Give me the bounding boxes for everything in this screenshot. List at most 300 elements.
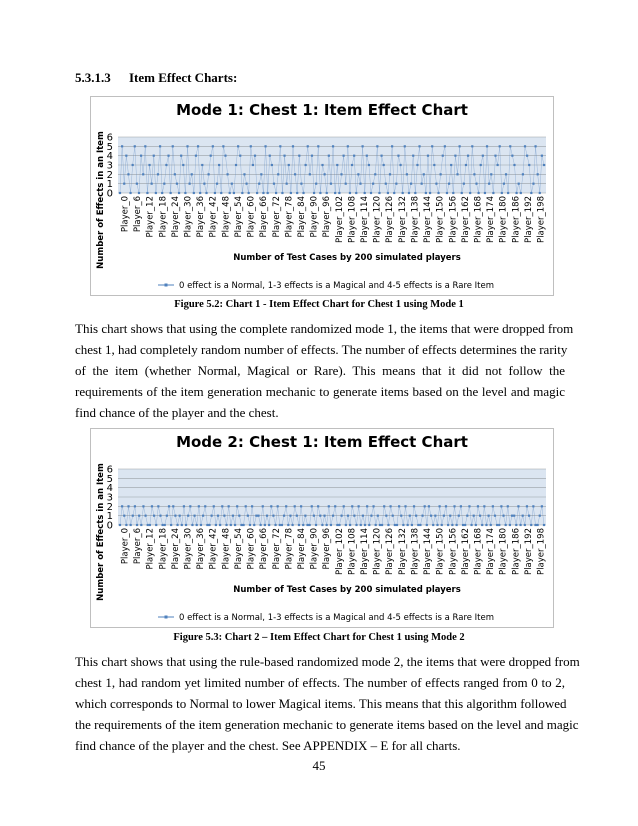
data-point bbox=[340, 515, 342, 517]
data-point bbox=[168, 505, 170, 507]
data-point bbox=[505, 524, 507, 526]
data-point bbox=[260, 524, 262, 526]
data-point bbox=[501, 192, 503, 194]
data-point bbox=[427, 155, 429, 157]
x-tick-label: Player_198 bbox=[536, 196, 547, 243]
data-point bbox=[517, 505, 519, 507]
x-tick-label: Player_12 bbox=[145, 528, 156, 570]
data-point bbox=[475, 183, 477, 185]
data-point bbox=[153, 515, 155, 517]
x-tick-label: Player_72 bbox=[271, 528, 282, 570]
data-point bbox=[321, 164, 323, 166]
data-point bbox=[285, 505, 287, 507]
data-point bbox=[532, 183, 534, 185]
data-point bbox=[387, 192, 389, 194]
data-point bbox=[219, 524, 221, 526]
data-point bbox=[511, 515, 513, 517]
data-point bbox=[250, 145, 252, 147]
data-point bbox=[319, 515, 321, 517]
x-tick-label: Player_12 bbox=[145, 196, 156, 238]
data-point bbox=[494, 155, 496, 157]
x-tick-label: Player_168 bbox=[473, 196, 484, 243]
data-point bbox=[127, 173, 129, 175]
data-point bbox=[330, 183, 332, 185]
data-point bbox=[372, 183, 374, 185]
data-point bbox=[307, 145, 309, 147]
data-point bbox=[157, 505, 159, 507]
data-point bbox=[328, 505, 330, 507]
data-point bbox=[274, 524, 276, 526]
data-point bbox=[402, 524, 404, 526]
x-tick-label: Player_24 bbox=[170, 196, 181, 238]
data-point bbox=[208, 524, 210, 526]
y-tick-label: 4 bbox=[106, 151, 113, 163]
data-point bbox=[211, 515, 213, 517]
data-point bbox=[450, 164, 452, 166]
data-point bbox=[140, 155, 142, 157]
data-point bbox=[446, 192, 448, 194]
data-point bbox=[123, 183, 125, 185]
data-point bbox=[305, 164, 307, 166]
data-point bbox=[283, 515, 285, 517]
data-point bbox=[300, 505, 302, 507]
data-point bbox=[155, 524, 157, 526]
x-tick-label: Player_174 bbox=[486, 528, 497, 575]
data-point bbox=[242, 524, 244, 526]
data-point bbox=[543, 164, 545, 166]
data-point bbox=[189, 505, 191, 507]
data-point bbox=[142, 173, 144, 175]
data-point bbox=[210, 155, 212, 157]
data-point bbox=[488, 183, 490, 185]
data-point bbox=[264, 145, 266, 147]
x-tick-label: Player_150 bbox=[435, 528, 446, 575]
data-point bbox=[326, 192, 328, 194]
data-point bbox=[370, 192, 372, 194]
chart-title: Mode 2: Chest 1: Item Effect Chart bbox=[176, 433, 468, 451]
paragraph-line: which corresponds to Normal to lower Magical items. This means that this algorithm followed bbox=[75, 696, 567, 711]
x-tick-label: Player_36 bbox=[196, 196, 207, 238]
data-point bbox=[396, 524, 398, 526]
data-point bbox=[136, 524, 138, 526]
data-point bbox=[349, 524, 351, 526]
chart-plot-mode1 bbox=[91, 97, 553, 295]
data-point bbox=[288, 164, 290, 166]
data-point bbox=[351, 505, 353, 507]
data-point bbox=[330, 524, 332, 526]
data-point bbox=[212, 145, 214, 147]
data-point bbox=[296, 192, 298, 194]
x-tick-label: Player_132 bbox=[397, 196, 408, 243]
x-tick-label: Player_174 bbox=[486, 196, 497, 243]
data-point bbox=[541, 155, 543, 157]
data-point bbox=[332, 145, 334, 147]
data-point bbox=[138, 515, 140, 517]
data-point bbox=[253, 524, 255, 526]
x-tick-label: Player_30 bbox=[183, 196, 194, 238]
data-point bbox=[395, 183, 397, 185]
data-point bbox=[343, 505, 345, 507]
x-tick-label: Player_108 bbox=[347, 196, 358, 243]
data-point bbox=[513, 515, 515, 517]
x-axis-label: Number of Test Cases by 200 simulated players bbox=[233, 253, 461, 263]
paragraph-line: find chance of the player and the chest. bbox=[75, 405, 279, 420]
data-point bbox=[224, 155, 226, 157]
data-point bbox=[311, 155, 313, 157]
x-tick-label: Player_42 bbox=[208, 196, 219, 238]
data-point bbox=[267, 192, 269, 194]
y-tick-label: 3 bbox=[106, 492, 113, 504]
data-point bbox=[419, 524, 421, 526]
data-point bbox=[216, 183, 218, 185]
data-point bbox=[454, 155, 456, 157]
data-point bbox=[205, 192, 207, 194]
data-point bbox=[235, 164, 237, 166]
data-point bbox=[300, 183, 302, 185]
data-point bbox=[507, 505, 509, 507]
data-point bbox=[193, 515, 195, 517]
x-tick-label: Player_120 bbox=[372, 528, 383, 575]
data-point bbox=[498, 524, 500, 526]
paragraph-line: This chart shows that using the rule-based randomized mode 2, the items that were dropped from bbox=[75, 654, 580, 669]
chart-plot-mode2 bbox=[91, 429, 553, 627]
data-point bbox=[485, 524, 487, 526]
data-point bbox=[336, 524, 338, 526]
data-point bbox=[324, 173, 326, 175]
data-point bbox=[239, 155, 241, 157]
data-point bbox=[132, 515, 134, 517]
data-point bbox=[147, 524, 149, 526]
data-point bbox=[309, 524, 311, 526]
data-point bbox=[522, 173, 524, 175]
data-point bbox=[520, 192, 522, 194]
x-tick-label: Player_108 bbox=[347, 528, 358, 575]
data-point bbox=[161, 192, 163, 194]
data-point bbox=[475, 524, 477, 526]
x-tick-label: Player_132 bbox=[397, 528, 408, 575]
data-point bbox=[530, 524, 532, 526]
data-point bbox=[441, 524, 443, 526]
data-point bbox=[165, 164, 167, 166]
data-point bbox=[294, 505, 296, 507]
data-point bbox=[423, 173, 425, 175]
y-tick-label: 4 bbox=[106, 483, 113, 495]
data-point bbox=[425, 192, 427, 194]
data-point bbox=[236, 505, 238, 507]
data-point bbox=[421, 183, 423, 185]
data-point bbox=[473, 515, 475, 517]
data-point bbox=[319, 192, 321, 194]
data-point bbox=[431, 145, 433, 147]
data-point bbox=[294, 173, 296, 175]
data-point bbox=[433, 164, 435, 166]
paragraph-mode2 bbox=[75, 651, 580, 756]
data-point bbox=[468, 505, 470, 507]
data-point bbox=[366, 505, 368, 507]
data-point bbox=[532, 505, 534, 507]
x-tick-label: Player_48 bbox=[221, 196, 232, 238]
data-point bbox=[479, 515, 481, 517]
data-point bbox=[144, 145, 146, 147]
data-point bbox=[257, 515, 259, 517]
data-point bbox=[522, 515, 524, 517]
data-point bbox=[166, 515, 168, 517]
data-point bbox=[311, 505, 313, 507]
data-point bbox=[167, 155, 169, 157]
data-point bbox=[252, 164, 254, 166]
data-point bbox=[277, 173, 279, 175]
y-axis-label: Number of Effects in an Item bbox=[96, 463, 106, 601]
x-tick-label: Player_186 bbox=[511, 528, 522, 575]
data-point bbox=[465, 164, 467, 166]
data-point bbox=[191, 173, 193, 175]
x-tick-label: Player_66 bbox=[259, 528, 270, 570]
data-point bbox=[138, 192, 140, 194]
data-point bbox=[332, 515, 334, 517]
data-point bbox=[507, 192, 509, 194]
data-point bbox=[199, 192, 201, 194]
data-point bbox=[453, 505, 455, 507]
data-point bbox=[142, 505, 144, 507]
data-point bbox=[415, 515, 417, 517]
data-point bbox=[201, 164, 203, 166]
x-tick-label: Player_54 bbox=[233, 196, 244, 238]
data-point bbox=[492, 505, 494, 507]
data-point bbox=[345, 524, 347, 526]
data-point bbox=[198, 505, 200, 507]
data-point bbox=[391, 145, 393, 147]
x-tick-label: Player_198 bbox=[536, 528, 547, 575]
data-point bbox=[378, 192, 380, 194]
data-point bbox=[448, 183, 450, 185]
data-point bbox=[400, 515, 402, 517]
data-point bbox=[410, 183, 412, 185]
data-point bbox=[398, 505, 400, 507]
data-point bbox=[302, 192, 304, 194]
data-point bbox=[326, 524, 328, 526]
data-point bbox=[262, 192, 264, 194]
data-point bbox=[411, 524, 413, 526]
data-point bbox=[195, 155, 197, 157]
data-point bbox=[241, 192, 243, 194]
x-axis-label: Number of Test Cases by 200 simulated players bbox=[233, 585, 461, 595]
data-point bbox=[321, 524, 323, 526]
data-point bbox=[140, 524, 142, 526]
data-point bbox=[283, 155, 285, 157]
data-point bbox=[264, 524, 266, 526]
paragraph-line: chest 1, had completely random number of effects. The number of effects determines the rarity bbox=[75, 342, 568, 357]
data-point bbox=[277, 505, 279, 507]
data-point bbox=[404, 505, 406, 507]
data-point bbox=[279, 145, 281, 147]
y-tick-label: 2 bbox=[106, 501, 113, 513]
data-point bbox=[359, 183, 361, 185]
x-tick-label: Player_144 bbox=[423, 528, 434, 575]
data-point bbox=[466, 515, 468, 517]
legend-marker bbox=[165, 616, 168, 619]
data-point bbox=[340, 173, 342, 175]
data-point bbox=[528, 164, 530, 166]
data-point bbox=[217, 515, 219, 517]
data-point bbox=[358, 505, 360, 507]
data-point bbox=[260, 173, 262, 175]
data-point bbox=[123, 515, 125, 517]
data-point bbox=[125, 155, 127, 157]
data-point bbox=[351, 164, 353, 166]
data-point bbox=[343, 155, 345, 157]
data-point bbox=[347, 515, 349, 517]
data-point bbox=[281, 192, 283, 194]
data-point bbox=[151, 183, 153, 185]
data-point bbox=[515, 524, 517, 526]
data-point bbox=[513, 164, 515, 166]
data-point bbox=[151, 505, 153, 507]
x-tick-label: Player_30 bbox=[183, 528, 194, 570]
data-point bbox=[426, 524, 428, 526]
data-point bbox=[389, 505, 391, 507]
data-point bbox=[245, 183, 247, 185]
data-point bbox=[202, 515, 204, 517]
paragraph-line: the requirements of the item generation mechanic to generate items based on the level and magic bbox=[75, 717, 579, 732]
data-point bbox=[271, 164, 273, 166]
data-point bbox=[412, 155, 414, 157]
data-point bbox=[372, 505, 374, 507]
data-point bbox=[539, 515, 541, 517]
data-point bbox=[393, 192, 395, 194]
x-tick-label: Player_24 bbox=[170, 528, 181, 570]
data-point bbox=[353, 515, 355, 517]
data-point bbox=[435, 183, 437, 185]
data-point bbox=[539, 192, 541, 194]
x-tick-label: Player_6 bbox=[133, 528, 144, 565]
data-point bbox=[526, 155, 528, 157]
data-point bbox=[269, 155, 271, 157]
data-point bbox=[298, 524, 300, 526]
data-point bbox=[381, 524, 383, 526]
data-point bbox=[255, 515, 257, 517]
y-tick-label: 2 bbox=[106, 169, 113, 181]
data-point bbox=[180, 155, 182, 157]
x-tick-label: Player_180 bbox=[498, 528, 509, 575]
data-point bbox=[184, 192, 186, 194]
x-tick-label: Player_6 bbox=[133, 196, 144, 233]
data-point bbox=[313, 515, 315, 517]
data-point bbox=[129, 192, 131, 194]
x-tick-label: Player_42 bbox=[208, 528, 219, 570]
data-point bbox=[349, 192, 351, 194]
x-tick-label: Player_96 bbox=[322, 196, 333, 238]
data-point bbox=[428, 505, 430, 507]
section-number: 5.3.1.3 bbox=[75, 70, 111, 85]
data-point bbox=[509, 145, 511, 147]
data-point bbox=[258, 183, 260, 185]
data-point bbox=[515, 192, 517, 194]
data-point bbox=[480, 164, 482, 166]
y-tick-label: 6 bbox=[106, 464, 113, 476]
page-number: 45 bbox=[312, 758, 326, 773]
figure-caption-5-3: Figure 5.3: Chart 2 – Item Effect Chart for Chest 1 using Mode 2 bbox=[173, 632, 465, 643]
data-point bbox=[233, 192, 235, 194]
data-point bbox=[406, 173, 408, 175]
data-point bbox=[355, 192, 357, 194]
data-point bbox=[385, 183, 387, 185]
data-point bbox=[222, 145, 224, 147]
paragraph-line: of the item (whether Normal, Magical or Rare). This means that it did not follow the bbox=[75, 363, 565, 378]
data-point bbox=[196, 524, 198, 526]
data-point bbox=[483, 505, 485, 507]
data-point bbox=[452, 192, 454, 194]
x-tick-label: Player_162 bbox=[460, 528, 471, 575]
data-point bbox=[496, 164, 498, 166]
data-point bbox=[436, 524, 438, 526]
data-point bbox=[482, 155, 484, 157]
x-tick-label: Player_150 bbox=[435, 196, 446, 243]
data-point bbox=[134, 505, 136, 507]
data-point bbox=[355, 524, 357, 526]
data-point bbox=[459, 145, 461, 147]
data-point bbox=[478, 192, 480, 194]
x-tick-label: Player_78 bbox=[284, 196, 295, 238]
data-point bbox=[528, 515, 530, 517]
data-point bbox=[364, 192, 366, 194]
data-point bbox=[334, 192, 336, 194]
data-point bbox=[218, 164, 220, 166]
data-point bbox=[494, 515, 496, 517]
data-point bbox=[338, 524, 340, 526]
data-point bbox=[338, 192, 340, 194]
data-point bbox=[368, 164, 370, 166]
data-point bbox=[315, 524, 317, 526]
figure-caption-5-2: Figure 5.2: Chart 1 - Item Effect Chart for Chest 1 using Mode 1 bbox=[174, 299, 464, 310]
data-point bbox=[503, 183, 505, 185]
data-point bbox=[248, 192, 250, 194]
data-point bbox=[121, 145, 123, 147]
data-point bbox=[421, 515, 423, 517]
x-tick-label: Player_66 bbox=[259, 196, 270, 238]
paragraph-line: This chart shows that using the complete randomized mode 1, the items that were dropped from bbox=[75, 321, 574, 336]
data-point bbox=[197, 145, 199, 147]
data-point bbox=[162, 524, 164, 526]
data-point bbox=[374, 173, 376, 175]
data-point bbox=[505, 173, 507, 175]
x-tick-label: Player_126 bbox=[385, 528, 396, 575]
y-tick-label: 0 bbox=[106, 520, 113, 532]
x-tick-label: Player_90 bbox=[309, 528, 320, 570]
data-point bbox=[471, 145, 473, 147]
data-point bbox=[519, 524, 521, 526]
data-point bbox=[414, 192, 416, 194]
x-tick-label: Player_192 bbox=[523, 528, 534, 575]
data-point bbox=[270, 505, 272, 507]
data-point bbox=[458, 515, 460, 517]
data-point bbox=[159, 515, 161, 517]
data-point bbox=[537, 173, 539, 175]
data-point bbox=[469, 192, 471, 194]
data-point bbox=[377, 515, 379, 517]
data-point bbox=[187, 515, 189, 517]
data-point bbox=[262, 505, 264, 507]
data-point bbox=[526, 505, 528, 507]
data-point bbox=[490, 524, 492, 526]
data-point bbox=[413, 505, 415, 507]
data-point bbox=[174, 515, 176, 517]
data-point bbox=[429, 192, 431, 194]
data-point bbox=[541, 505, 543, 507]
data-point bbox=[292, 145, 294, 147]
data-point bbox=[481, 524, 483, 526]
paragraph-line: chest 1, had random yet limited number of effects. The number of effects ranged from 0 to 2, bbox=[75, 675, 565, 690]
data-point bbox=[317, 505, 319, 507]
